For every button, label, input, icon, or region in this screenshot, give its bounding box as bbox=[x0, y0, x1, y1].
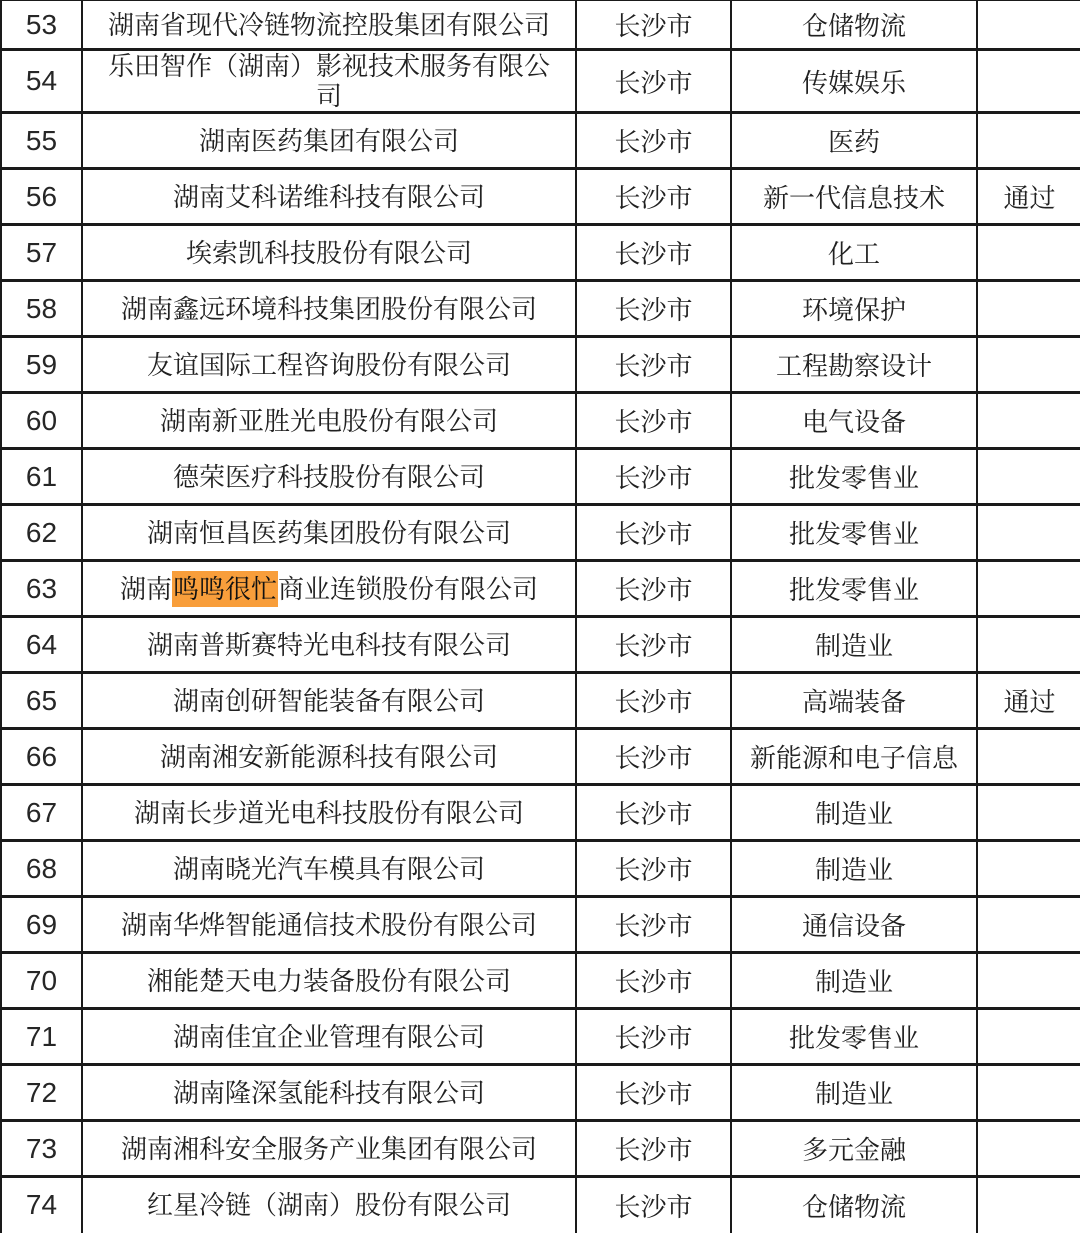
table-row bbox=[1, 673, 1080, 729]
company-name-suffix: 商业连锁股份有限公司 bbox=[278, 573, 539, 604]
city-cell: 长沙市 bbox=[576, 113, 731, 169]
row-number-cell: 53 bbox=[1, 0, 82, 50]
city-cell: 长沙市 bbox=[576, 393, 731, 449]
industry-cell: 制造业 bbox=[731, 841, 977, 897]
company-name-cell: 友谊国际工程咨询股份有限公司 bbox=[82, 337, 576, 393]
industry-cell: 批发零售业 bbox=[731, 1009, 977, 1065]
city-cell: 长沙市 bbox=[576, 0, 731, 50]
row-number-cell: 62 bbox=[1, 505, 82, 561]
company-name-cell: 湖南隆深氢能科技有限公司 bbox=[82, 1065, 576, 1121]
city-cell: 长沙市 bbox=[576, 841, 731, 897]
row-number-cell: 64 bbox=[1, 617, 82, 673]
table-row bbox=[1, 1177, 1080, 1233]
row-number-cell: 66 bbox=[1, 729, 82, 785]
status-cell bbox=[977, 393, 1080, 449]
row-number-cell: 65 bbox=[1, 673, 82, 729]
status-cell bbox=[977, 729, 1080, 785]
company-name-cell: 湖南湘科安全服务产业集团有限公司 bbox=[82, 1121, 576, 1177]
row-number-cell: 59 bbox=[1, 337, 82, 393]
status-cell bbox=[977, 785, 1080, 841]
row-number-cell: 67 bbox=[1, 785, 82, 841]
status-cell bbox=[977, 1065, 1080, 1121]
row-number-cell: 69 bbox=[1, 897, 82, 953]
industry-cell: 化工 bbox=[731, 225, 977, 281]
row-number-cell: 57 bbox=[1, 225, 82, 281]
company-name-cell: 湖南佳宜企业管理有限公司 bbox=[82, 1009, 576, 1065]
industry-cell: 环境保护 bbox=[731, 281, 977, 337]
company-name-cell: 湖南华烨智能通信技术股份有限公司 bbox=[82, 897, 576, 953]
status-cell bbox=[977, 1121, 1080, 1177]
row-number-cell: 61 bbox=[1, 449, 82, 505]
table-row bbox=[1, 449, 1080, 505]
table-row bbox=[1, 897, 1080, 953]
industry-cell: 批发零售业 bbox=[731, 449, 977, 505]
company-name-cell: 湖南普斯赛特光电科技有限公司 bbox=[82, 617, 576, 673]
table-row bbox=[1, 393, 1080, 449]
city-cell: 长沙市 bbox=[576, 561, 731, 617]
industry-cell: 多元金融 bbox=[731, 1121, 977, 1177]
company-table-body bbox=[1, 0, 1080, 1233]
city-cell: 长沙市 bbox=[576, 953, 731, 1009]
row-number-cell: 71 bbox=[1, 1009, 82, 1065]
company-name-cell: 湖南湘安新能源科技有限公司 bbox=[82, 729, 576, 785]
city-cell: 长沙市 bbox=[576, 1065, 731, 1121]
company-name-cell: 湖南鑫远环境科技集团股份有限公司 bbox=[82, 281, 576, 337]
table-row bbox=[1, 617, 1080, 673]
industry-cell: 工程勘察设计 bbox=[731, 337, 977, 393]
company-name-cell: 湖南晓光汽车模具有限公司 bbox=[82, 841, 576, 897]
row-number-cell: 73 bbox=[1, 1121, 82, 1177]
city-cell: 长沙市 bbox=[576, 785, 731, 841]
company-name-cell: 湖南新亚胜光电股份有限公司 bbox=[82, 393, 576, 449]
city-cell: 长沙市 bbox=[576, 449, 731, 505]
status-cell: 通过 bbox=[977, 169, 1080, 225]
highlight-mark: 鸣鸣很忙 bbox=[172, 571, 278, 607]
city-cell: 长沙市 bbox=[576, 337, 731, 393]
company-name-cell: 乐田智作（湖南）影视技术服务有限公司 bbox=[82, 50, 576, 113]
industry-cell: 制造业 bbox=[731, 953, 977, 1009]
row-number-cell: 55 bbox=[1, 113, 82, 169]
table-row bbox=[1, 561, 1080, 617]
table-row bbox=[1, 1121, 1080, 1177]
status-cell bbox=[977, 449, 1080, 505]
row-number-cell: 70 bbox=[1, 953, 82, 1009]
industry-cell: 仓储物流 bbox=[731, 1177, 977, 1233]
industry-cell: 制造业 bbox=[731, 617, 977, 673]
city-cell: 长沙市 bbox=[576, 1009, 731, 1065]
table-row bbox=[1, 729, 1080, 785]
status-cell bbox=[977, 1009, 1080, 1065]
industry-cell: 制造业 bbox=[731, 1065, 977, 1121]
industry-cell: 医药 bbox=[731, 113, 977, 169]
status-cell bbox=[977, 113, 1080, 169]
table-row bbox=[1, 50, 1080, 113]
city-cell: 长沙市 bbox=[576, 1121, 731, 1177]
city-cell: 长沙市 bbox=[576, 1177, 731, 1233]
table-row bbox=[1, 1009, 1080, 1065]
city-cell: 长沙市 bbox=[576, 673, 731, 729]
company-name-cell: 湖南艾科诺维科技有限公司 bbox=[82, 169, 576, 225]
city-cell: 长沙市 bbox=[576, 169, 731, 225]
table-row bbox=[1, 0, 1080, 50]
company-name-prefix: 湖南 bbox=[119, 573, 172, 604]
status-cell bbox=[977, 1177, 1080, 1233]
table-row bbox=[1, 841, 1080, 897]
industry-cell: 电气设备 bbox=[731, 393, 977, 449]
company-name-cell: 湘能楚天电力装备股份有限公司 bbox=[82, 953, 576, 1009]
status-cell bbox=[977, 953, 1080, 1009]
table-row bbox=[1, 953, 1080, 1009]
status-cell bbox=[977, 897, 1080, 953]
city-cell: 长沙市 bbox=[576, 617, 731, 673]
company-name-cell: 德荣医疗科技股份有限公司 bbox=[82, 449, 576, 505]
table-row bbox=[1, 281, 1080, 337]
row-number-cell: 72 bbox=[1, 1065, 82, 1121]
industry-cell: 仓储物流 bbox=[731, 0, 977, 50]
city-cell: 长沙市 bbox=[576, 729, 731, 785]
city-cell: 长沙市 bbox=[576, 897, 731, 953]
industry-cell: 新能源和电子信息 bbox=[731, 729, 977, 785]
industry-cell: 新一代信息技术 bbox=[731, 169, 977, 225]
row-number-cell: 74 bbox=[1, 1177, 82, 1233]
status-cell bbox=[977, 561, 1080, 617]
company-name-cell: 湖南医药集团有限公司 bbox=[82, 113, 576, 169]
table-row bbox=[1, 785, 1080, 841]
status-cell bbox=[977, 841, 1080, 897]
status-cell bbox=[977, 50, 1080, 113]
company-name-cell bbox=[82, 561, 576, 617]
row-number-cell: 63 bbox=[1, 561, 82, 617]
row-number-cell: 68 bbox=[1, 841, 82, 897]
table-row bbox=[1, 225, 1080, 281]
industry-cell: 批发零售业 bbox=[731, 561, 977, 617]
industry-cell: 制造业 bbox=[731, 785, 977, 841]
status-cell bbox=[977, 617, 1080, 673]
table-row bbox=[1, 169, 1080, 225]
table-row bbox=[1, 113, 1080, 169]
company-name-cell: 湖南长步道光电科技股份有限公司 bbox=[82, 785, 576, 841]
industry-cell: 传媒娱乐 bbox=[731, 50, 977, 113]
city-cell: 长沙市 bbox=[576, 281, 731, 337]
row-number-cell: 60 bbox=[1, 393, 82, 449]
status-cell bbox=[977, 337, 1080, 393]
status-cell bbox=[977, 281, 1080, 337]
company-name-cell: 湖南创研智能装备有限公司 bbox=[82, 673, 576, 729]
status-cell: 通过 bbox=[977, 673, 1080, 729]
industry-cell: 批发零售业 bbox=[731, 505, 977, 561]
industry-cell: 通信设备 bbox=[731, 897, 977, 953]
company-name-cell: 湖南省现代冷链物流控股集团有限公司 bbox=[82, 0, 576, 50]
industry-cell: 高端装备 bbox=[731, 673, 977, 729]
row-number-cell: 54 bbox=[1, 50, 82, 113]
status-cell bbox=[977, 505, 1080, 561]
table-row bbox=[1, 337, 1080, 393]
city-cell: 长沙市 bbox=[576, 225, 731, 281]
row-number-cell: 58 bbox=[1, 281, 82, 337]
table-row bbox=[1, 505, 1080, 561]
table-row bbox=[1, 1065, 1080, 1121]
status-cell bbox=[977, 225, 1080, 281]
city-cell: 长沙市 bbox=[576, 505, 731, 561]
company-name-cell: 湖南恒昌医药集团股份有限公司 bbox=[82, 505, 576, 561]
company-name-cell: 埃索凯科技股份有限公司 bbox=[82, 225, 576, 281]
row-number-cell: 56 bbox=[1, 169, 82, 225]
status-cell bbox=[977, 0, 1080, 50]
company-name-cell: 红星冷链（湖南）股份有限公司 bbox=[82, 1177, 576, 1233]
city-cell: 长沙市 bbox=[576, 50, 731, 113]
